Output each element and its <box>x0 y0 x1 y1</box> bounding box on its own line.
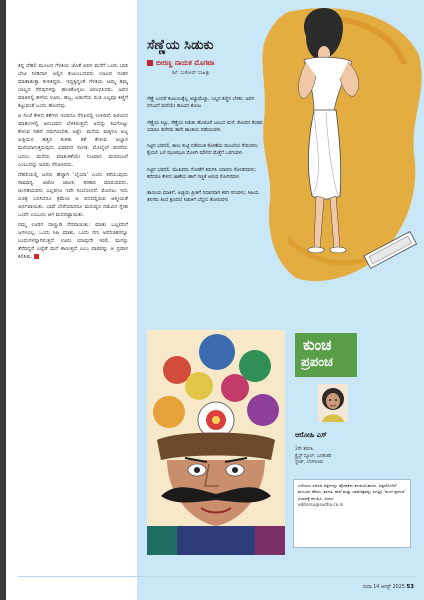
article-paragraph: ಆ ಸಂಜೆ ಕೇಳಿದ ಕತೆಗಳು ಇಂದಿಗೂ ನೆನಪಿನಲ್ಲಿ ಉಳಿದಿವೆ. ಹಿರಿಯರ ಮಾತುಗಳಲ್ಲಿ ಅನುಭವದ ಬೆಳಕಿರುತ್ತದೆ; ಅದನ್ನು ಕಿವಿಗೊಟ್ಟು ಕೇಳುವ ಸಹನೆ ನಮಗಿರಬೇಕು ಅಷ್ಟೇ. ಮನೆಯ ಮಕ್ಕಳೂ ಅಜ್ಜ ಅಜ್ಜಿಯರ ಹತ್ತಿರ ಕುಳಿತು ಕತೆ ಕೇಳುವ ಅಭ್ಯಾಸ ಮರೆಯಾಗುತ್ತಿರುವುದು ವಿಷಾದದ ಸಂಗತಿ. ಮೊಬೈಲ್ ಪರದೆಯ ಬದಲು ಮನೆಯ ಮಾತುಕತೆಯೇ ನಿಜವಾದ ಮನರಂಜನೆ ಎಂಬುದನ್ನು ಅವರು ನೆನಪಿಸಿದರು. <box>18 113 128 168</box>
page-edge-bar <box>0 0 6 600</box>
story-poem <box>147 96 265 214</box>
child-painting-turbaned-man <box>147 330 285 555</box>
kuncha-prapancha-banner <box>295 333 357 377</box>
story-title: ಸೆಣ್ಣೆಯ ಸಿಡುಕು <box>147 38 214 53</box>
artist-details: 2ನೇ ತರಗತಿ, ಕ್ರೈಸ್ಟ್ ಸ್ಕೂಲ್, ಬನಶಂಕರಿ ಸ್ಟೇಜ್, ಬೆಂಗಳೂರು <box>295 447 332 465</box>
artist-photo <box>318 384 348 422</box>
article-paragraph: ದೆಹಲಿಯಲ್ಲಿ ಜನರು ಹೆಚ್ಚಾಗಿ 'ಭೈಯಾ' ಎಂದು ಕರೆಯುವುದು ಸಾಮಾನ್ಯ. ಆಟೋ ಚಾಲಕ, ತರಕಾರಿ ಮಾರುವವನು, ಅಂಗಡಿಯವನು ಎಲ್ಲರಿಗೂ ಇದೇ ಸಂಬೋಧನೆ. ಮೊದಲು ಇದು ವಿಚಿತ್ರ ಎನಿಸಿದರೂ ಕ್ರಮೇಣ ಆ ಪದದಲ್ಲಿರುವ ಆತ್ಮೀಯತೆ ಅರ್ಥವಾಯಿತು. ಭಾಷೆ ಬೇರೆಯಾದರೂ ಮನುಷ್ಯರ ನಡುವಿನ ಸ್ನೇಹ ಒಂದೇ ಎಂಬುದು ಆಗ ಮನದಟ್ಟಾಯಿತು. <box>18 171 128 218</box>
article-paragraph: ನಮ್ಮ ಊರಿನ ನಾಣ್ಣುಡಿ ನೆನಪಾಯಿತು: ಮಾತು ಬಲ್ಲವನಿಗೆ ಜಗಳವಿಲ್ಲ. ಒಂದು ಸಿಹಿ ಮಾತು, ಒಂದು ನಗು ಅಪರಿಚಿತರನ್ನೂ ಬಂಧುಗಳನ್ನಾಗಿಸುತ್ತದೆ. ಊರು ಯಾವುದೇ ಇರಲಿ, ಮನಸ್ಸು ತೆರೆದಿದ್ದರೆ ಎಲ್ಲೆಡೆ ಮನೆ ಕಾಣುತ್ತದೆ ಎಂಬ ಪಾಠವನ್ನು ಆ ಪ್ರವಾಸ ಕಲಿಸಿತು. <box>18 221 128 261</box>
page-number: 53 <box>406 584 414 590</box>
submission-email-link[interactable]: editorsu@sudha.co.in <box>298 501 344 507</box>
banner-word-prapancha: ಪ್ರಪಂಚ <box>301 355 333 370</box>
invite-text: ಎಳೆಯರು ರಚಿಸಿದ ಚಿತ್ರಗಳನ್ನು ಪೋಷಕರು ಕಳುಹಿಸಬಹುದು. ಚಿತ್ರದೊಂದಿಗೆ ಮಗುವಿನ ಹೆಸರು, ತರಗತಿ, ಶಾಲೆ ಮತ್ತು ಭಾವಚಿತ್ರವನ್ನು ಲಗತ್ತಿಸಿ 'ಕುಂಚ ಪ್ರಪಂಚ' ವಿಭಾಗಕ್ಕೆ ಕಳುಹಿಸಿ. ವಿಳಾಸ: <box>298 483 406 501</box>
article-paragraph: ತನ್ನ ದೆಹಲಿ ಮೂಲದ ಗೆಳತಿಯ ಜೊತೆ ಅವಳ ಮನೆಗೆ ಒಂದು ಬಾರಿ ಭೇಟಿ ನೀಡಿದಾಗ ಅಲ್ಲಿನ ಕುಟುಂಬದವರು ಊಟದ ನಂತರ ಮಾತಾಡುತ್ತಾ ಕುಳಿತಿದ್ದರು. ಇದ್ದಕ್ಕಿದ್ದಂತೆ ಗೆಳತಿಯ ಅಮ್ಮ ತಮ್ಮ ಬಾಲ್ಯದ ನೆನಪುಗಳನ್ನು ಹಂಚಿಕೊಳ್ಳಲು ಆರಂಭಿಸಿದರು. ಅವರ ಮಾತಿನಲ್ಲಿ ಹಳೆಯ ಊರು, ಹಬ್ಬ, ಅಡುಗೆಯ ರುಚಿ ಎಲ್ಲವೂ ಕಣ್ಣಿಗೆ ಕಟ್ಟುವಂತೆ ಬಂದು ಹೋದವು. <box>18 63 128 110</box>
poem-stanza: ಸಿಟ್ಟಿನ ಭರದಲಿ, ಮುಖವನು ಗೋಡೆಗೆ ತಿರುಗಿಸಿ ಯಾರನು ನೋಡದವಳು; ಕರೆದರೂ ಕೇಳದ ಜಾಣೆಯ ಹಾಗೆ ಸಣ್ಣಕೆ ಅಳುವ ಸೋಗಿನವಳು <box>147 167 257 180</box>
banner-word-kuncha: ಕುಂಚ <box>303 336 332 354</box>
poem-stanza: ಸೆಣ್ಣೆಯ ಸಿಟ್ಟು, ಸೆಣ್ಣೆಯ ಸಿಡುಕು ಹೊರಟರೆ ಜಂಬದ ಮಳೆ; ಕೋಪದ ಕೆಂಡವ ಯಾರೂ ತಣಿಸರು ತಾನೇ ಶಾಂತಿಯ ಪಡೆಯುವಳು <box>147 120 263 133</box>
article-end-mark <box>34 254 39 259</box>
page-footer <box>363 584 414 590</box>
poem-stanza: ತಾಯಿಯ ಮಾತಿಗೆ, ಅಜ್ಜಿಯ ಪ್ರೀತಿಗೆ ನಿಧಾನವಾಗಿ ಕರಗಿ ನಗುವಳು; ಸಿಹಿಯ ತಿನಿಸನು ತಿಂದ ಕ್ಷಣದಲೆ ಸಿಡುಕಿಗೆ ಬೆನ್ನನು ತೋರುವಳು <box>147 191 259 204</box>
submission-invite-box <box>293 479 411 548</box>
byline-marker <box>147 60 153 66</box>
poem-stanza: ಸೆಣ್ಣೆ ಎಂದರೆ ಕುಟುಂಬಕ್ಕೆಲ್ಲ ಅಚ್ಚುಮೆಚ್ಚು, ಎಲ್ಲರ ಕಣ್ಣಿನ ಬೆಳಕು; ಅವಳ ನಗುವಿಗೆ ಮನೆಯೇ ಹೂವಿನ ತೋಟ <box>147 97 255 110</box>
illustrator-credit: ಕಲೆ: ಸಂತೋಷ್ ಸಸಿಹಿತ್ಲು <box>172 71 211 76</box>
story-author: ಬೀರಣ್ಣ ನಾಯಕ ಮೊಗಟಾ <box>147 59 214 68</box>
article-continuation-column <box>18 62 128 548</box>
issue-date: ಸುಧಾ 14 ಆಗಸ್ಟ್ 2025 <box>362 585 405 590</box>
poem-stanza: ಸಿಟ್ಟಿನ ಭರದಲಿ, ಕಾಲು ಕುಟ್ಟಿ ನಡೆಯುತ ಕೋಣೆಯ ಮೂಲೆಯ ಸೇರುವಳು; ಕೈಯಲಿ ಬಳೆ ಝಣಝಣ ಮೊಳಗಿ ಮೌನದ ಮೆತ್ತೆಗೆ ಒರಗುವಳು <box>147 144 259 157</box>
artist-name: ಆರೋಹಿ ಎಸ್ <box>295 431 327 439</box>
footer-rule <box>18 576 414 577</box>
